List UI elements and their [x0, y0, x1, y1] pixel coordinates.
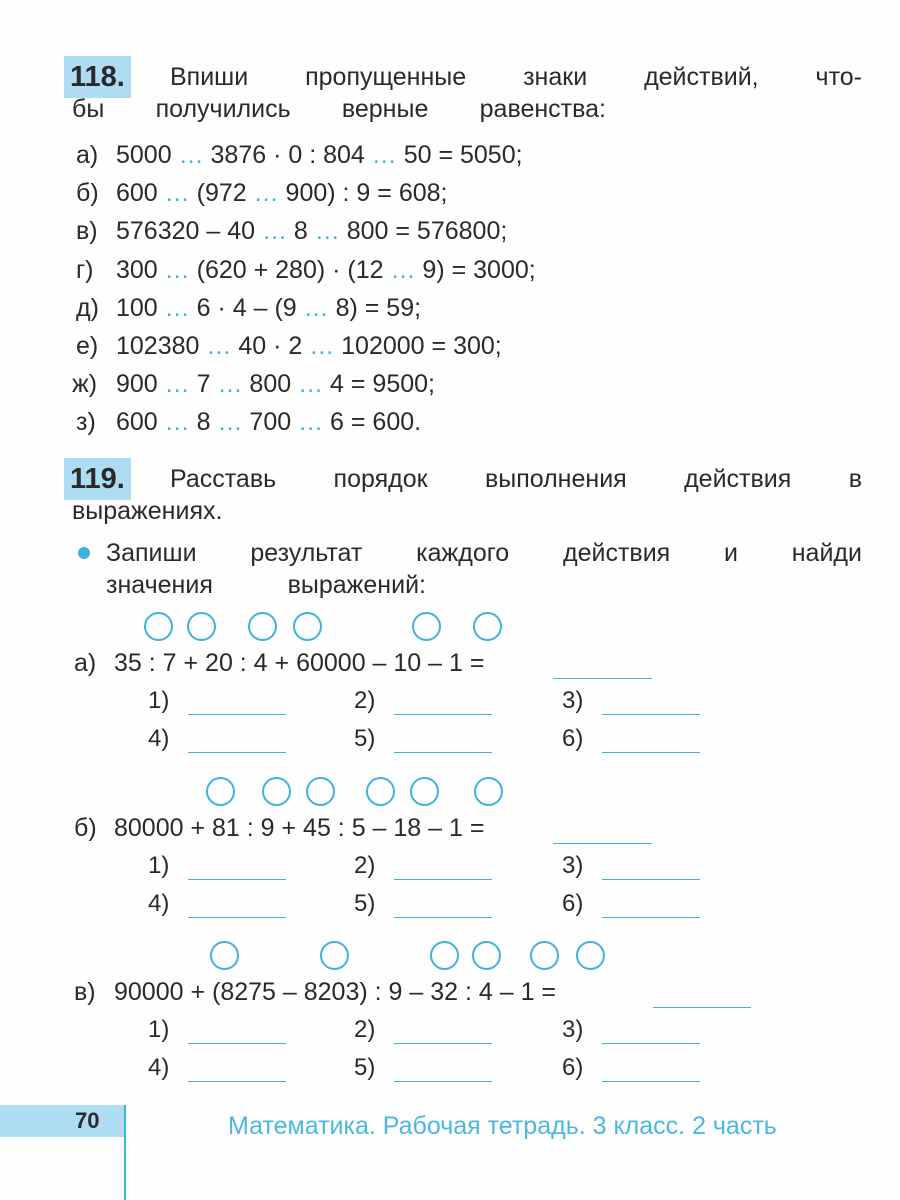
word: действий,	[644, 63, 759, 91]
missing-sign-blank[interactable]: …	[298, 408, 324, 437]
item-label: г)	[76, 255, 94, 284]
step-label: 3)	[562, 687, 584, 714]
order-circle[interactable]	[472, 941, 501, 970]
missing-sign-blank[interactable]: …	[217, 408, 243, 437]
step-answer-line[interactable]	[188, 714, 286, 715]
item-label: а)	[76, 141, 99, 169]
result-answer-line[interactable]	[553, 678, 652, 679]
step-answer-line[interactable]	[602, 879, 700, 880]
missing-sign-blank[interactable]: …	[390, 255, 416, 284]
item-label: ж)	[72, 370, 98, 399]
exercise-119-task-line2	[106, 569, 426, 601]
step-label: 4)	[148, 725, 170, 752]
word: найди	[791, 539, 862, 567]
step-answer-line[interactable]	[394, 879, 492, 880]
expression: 80000 + 81 : 9 + 45 : 5 – 18 – 1 =	[114, 814, 485, 842]
order-circle[interactable]	[206, 777, 235, 806]
equation-part: 800	[242, 370, 299, 399]
equation-part: 4 = 9500;	[323, 370, 435, 399]
result-answer-line[interactable]	[553, 843, 652, 844]
equation-part: 102380	[116, 332, 207, 360]
exercise-119-task-line1	[106, 537, 862, 569]
item-label: в)	[76, 217, 98, 246]
word: выражений:	[287, 571, 426, 599]
word: получились	[155, 95, 291, 123]
equation-part: 50 = 5050;	[396, 141, 523, 169]
step-label: 5)	[354, 890, 376, 917]
item-label: з)	[76, 408, 96, 437]
missing-sign-blank[interactable]: …	[164, 293, 190, 322]
word: Запиши	[106, 539, 197, 567]
order-circle[interactable]	[187, 612, 216, 641]
equation-part: 7	[189, 370, 218, 399]
step-label: 6)	[562, 890, 584, 917]
bullet-icon	[78, 547, 90, 559]
missing-sign-blank[interactable]: …	[164, 255, 190, 284]
equation-part: 5000	[116, 141, 179, 169]
order-circle[interactable]	[320, 941, 349, 970]
equation-part: 576320 – 40	[116, 217, 262, 246]
equation-part: 3876 · 0 : 804	[203, 141, 372, 169]
step-answer-line[interactable]	[602, 714, 700, 715]
step-answer-line[interactable]	[188, 917, 286, 918]
missing-sign-blank[interactable]: …	[314, 217, 340, 246]
step-answer-line[interactable]	[602, 1043, 700, 1044]
word: пропущенные	[305, 63, 467, 91]
item-label: б)	[74, 814, 97, 842]
item-label: а)	[74, 649, 97, 677]
expression: 90000 + (8275 – 8203) : 9 – 32 : 4 – 1 =	[114, 978, 557, 1006]
step-label: 6)	[562, 725, 584, 752]
missing-sign-blank[interactable]: …	[371, 141, 397, 169]
step-answer-line[interactable]	[188, 1043, 286, 1044]
equation-part: 300	[116, 255, 165, 284]
step-answer-line[interactable]	[602, 1081, 700, 1082]
equation	[116, 254, 536, 286]
step-label: 1)	[148, 1016, 170, 1043]
exercise-119-title-line1	[170, 463, 862, 495]
step-answer-line[interactable]	[602, 917, 700, 918]
equation-part: 9) = 3000;	[415, 255, 536, 284]
step-label: 1)	[148, 852, 170, 879]
word: результат	[250, 539, 363, 567]
word: Впиши	[170, 63, 249, 91]
step-label: 4)	[148, 890, 170, 917]
step-label: 5)	[354, 1054, 376, 1081]
step-label: 3)	[562, 852, 584, 879]
page-number: 70	[75, 1108, 100, 1133]
equation	[116, 292, 421, 324]
item-label: в)	[74, 978, 96, 1006]
equation-part: 8) = 59;	[328, 293, 422, 322]
missing-sign-blank[interactable]: …	[253, 179, 279, 208]
equation-part: 600	[116, 179, 165, 208]
step-label: 1)	[148, 687, 170, 714]
exercise-118-title-line1	[170, 61, 862, 93]
step-answer-line[interactable]	[394, 1081, 492, 1082]
word: бы	[72, 95, 105, 123]
order-circle[interactable]	[410, 777, 439, 806]
equation-part: 600	[116, 408, 165, 437]
equation	[116, 406, 421, 438]
order-circle[interactable]	[144, 612, 173, 641]
equation-part: 40 · 2	[231, 332, 310, 360]
order-circle[interactable]	[248, 612, 277, 641]
equation-part: 900	[116, 370, 165, 399]
equation-part: 8	[189, 408, 218, 437]
word: значения	[106, 571, 213, 599]
order-circle[interactable]	[412, 612, 441, 641]
order-circle[interactable]	[306, 777, 335, 806]
missing-sign-blank[interactable]: …	[178, 141, 204, 169]
expression: 35 : 7 + 20 : 4 + 60000 – 10 – 1 =	[114, 649, 485, 677]
step-label: 6)	[562, 1054, 584, 1081]
missing-sign-blank[interactable]: …	[164, 408, 190, 437]
equation-part: 800 = 576800;	[339, 217, 508, 246]
missing-sign-blank[interactable]: …	[206, 332, 232, 360]
step-label: 3)	[562, 1016, 584, 1043]
word: знаки	[523, 63, 588, 91]
exercise-118-title-line2	[72, 93, 606, 125]
missing-sign-blank[interactable]: …	[261, 217, 287, 246]
item-label: д)	[76, 293, 99, 322]
item-label: е)	[76, 332, 99, 360]
equation	[116, 330, 502, 362]
missing-sign-blank[interactable]: …	[298, 370, 324, 399]
word: порядок	[333, 465, 428, 493]
step-answer-line[interactable]	[602, 752, 700, 753]
word: верные	[341, 95, 429, 123]
step-answer-line[interactable]	[188, 1081, 286, 1082]
order-circle[interactable]	[530, 941, 559, 970]
word: в	[848, 465, 862, 493]
equation-part: (972	[189, 179, 254, 208]
missing-sign-blank[interactable]: …	[309, 332, 335, 360]
word: и	[723, 539, 738, 567]
step-answer-line[interactable]	[394, 752, 492, 753]
equation	[116, 139, 523, 171]
item-label: б)	[76, 179, 99, 208]
step-label: 5)	[354, 725, 376, 752]
word: действия	[563, 539, 671, 567]
margin-line	[124, 1105, 126, 1200]
page-number-box	[0, 1105, 124, 1137]
word: Расставь	[170, 465, 277, 493]
step-answer-line[interactable]	[394, 1043, 492, 1044]
equation-part: (620 + 280) · (12	[189, 255, 391, 284]
book-title: Математика. Рабочая тетрадь. 3 класс. 2 часть	[228, 1112, 777, 1140]
missing-sign-blank[interactable]: …	[164, 179, 190, 208]
order-circle[interactable]	[262, 777, 291, 806]
step-answer-line[interactable]	[394, 917, 492, 918]
step-label: 2)	[354, 687, 376, 714]
result-answer-line[interactable]	[653, 1007, 751, 1008]
equation-part: 900) : 9 = 608;	[278, 179, 448, 208]
equation	[116, 177, 447, 209]
word: равенства:	[479, 95, 606, 123]
word: выполнения	[484, 465, 627, 493]
equation-part: 102000 = 300;	[334, 332, 502, 360]
missing-sign-blank[interactable]: …	[164, 370, 190, 399]
order-circle[interactable]	[210, 941, 239, 970]
missing-sign-blank[interactable]: …	[217, 370, 243, 399]
order-circle[interactable]	[473, 612, 502, 641]
equation-part: 100	[116, 293, 165, 322]
exercise-119-title-line2: выражениях.	[72, 497, 223, 525]
order-circle[interactable]	[576, 941, 605, 970]
equation	[116, 215, 507, 247]
step-answer-line[interactable]	[188, 879, 286, 880]
exercise-118-number: 118.	[64, 56, 131, 98]
missing-sign-blank[interactable]: …	[303, 293, 329, 322]
step-label: 2)	[354, 852, 376, 879]
order-circle[interactable]	[293, 612, 322, 641]
equation-part: 8	[286, 217, 315, 246]
word: каждого	[416, 539, 510, 567]
step-label: 2)	[354, 1016, 376, 1043]
step-label: 4)	[148, 1054, 170, 1081]
order-circle[interactable]	[430, 941, 459, 970]
exercise-119-number: 119.	[64, 458, 131, 500]
word: что-	[815, 63, 862, 91]
order-circle[interactable]	[366, 777, 395, 806]
equation-part: 6 = 600.	[323, 408, 422, 437]
order-circle[interactable]	[474, 777, 503, 806]
equation-part: 6 · 4 – (9	[189, 293, 304, 322]
step-answer-line[interactable]	[394, 714, 492, 715]
step-answer-line[interactable]	[188, 752, 286, 753]
equation-part: 700	[242, 408, 299, 437]
word: действия	[684, 465, 792, 493]
equation	[116, 368, 435, 400]
